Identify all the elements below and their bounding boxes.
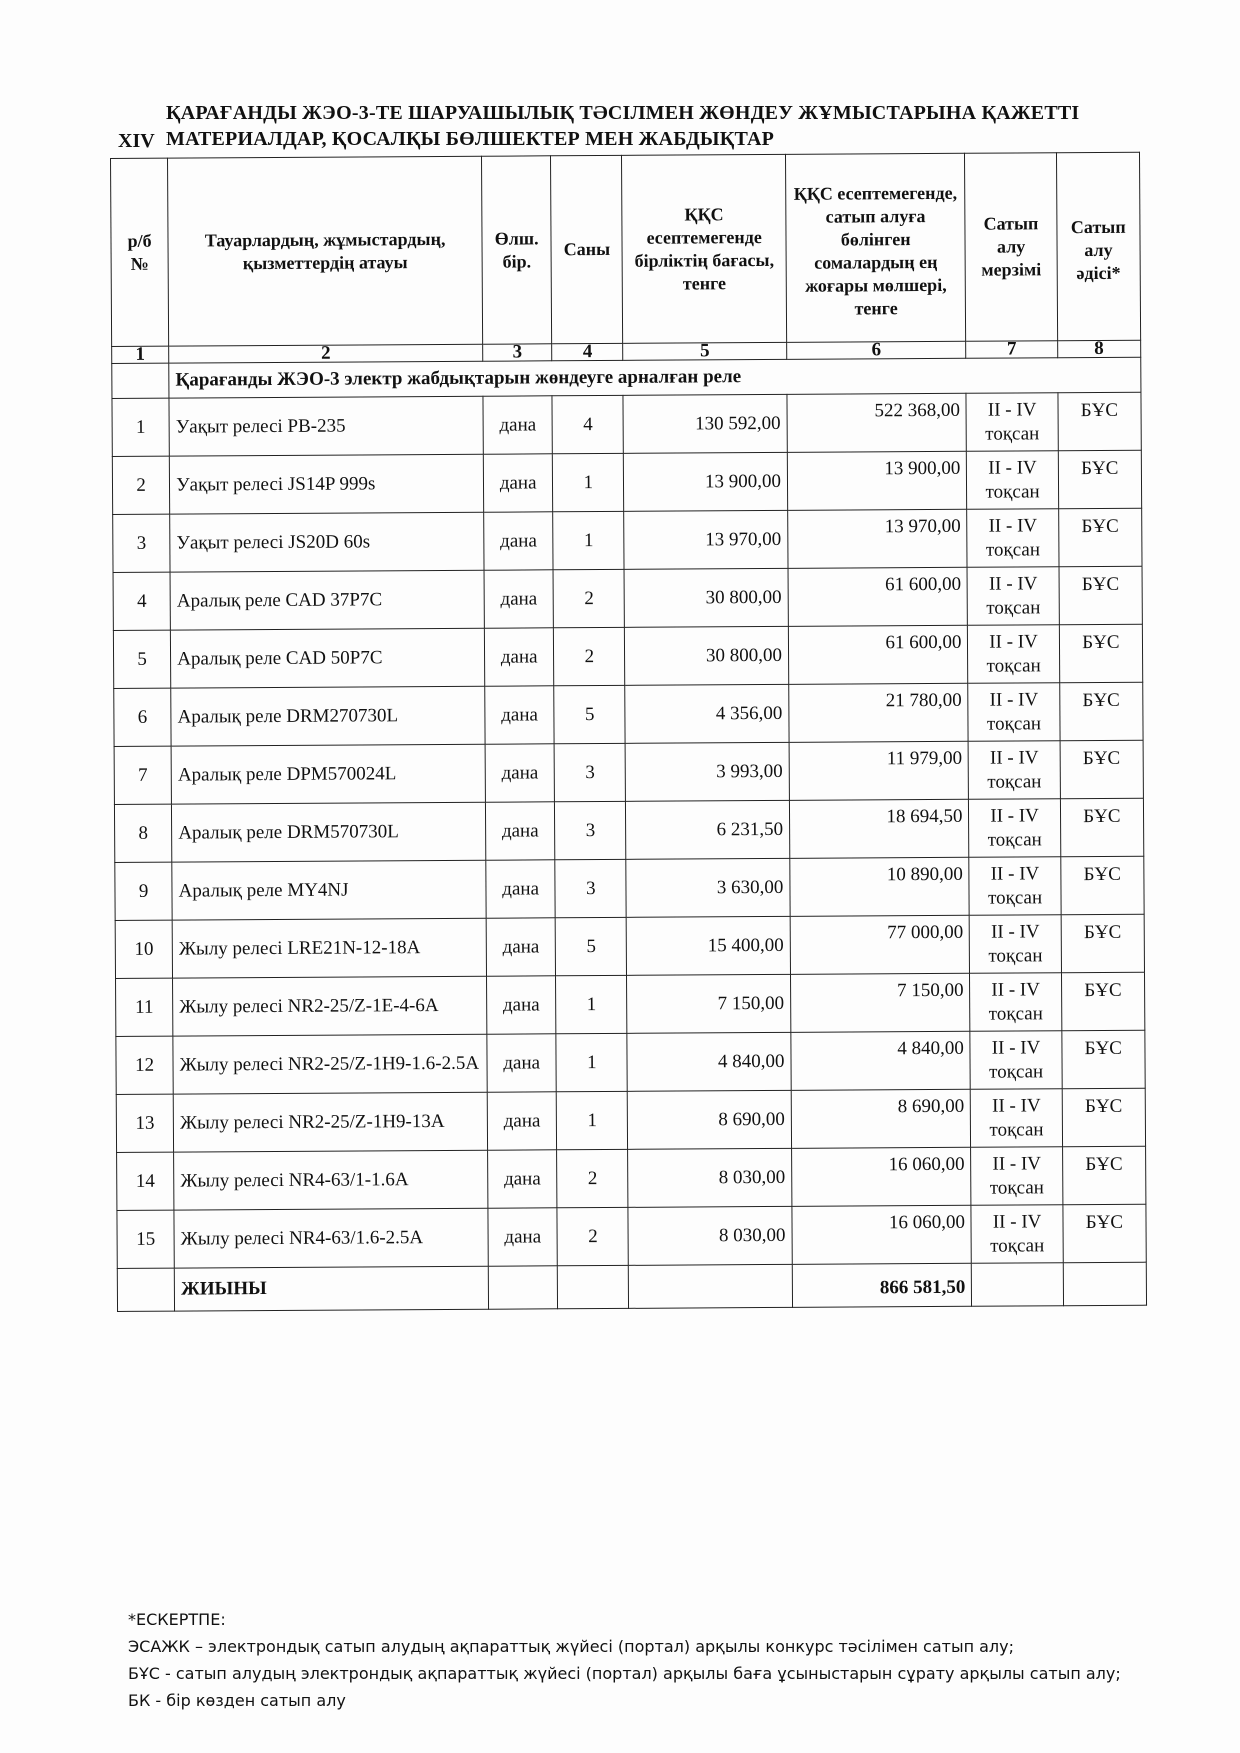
max-amount: 8 690,00 [791, 1089, 971, 1148]
footnote-line: БК - бір көзден сатып алу [128, 1691, 346, 1710]
term-quarters: II - IV [989, 630, 1038, 653]
table-row [113, 566, 1142, 630]
table-row [115, 856, 1144, 920]
max-amount: 4 840,00 [791, 1031, 971, 1090]
procurement-term [967, 567, 1059, 626]
max-amount: 13 900,00 [787, 451, 967, 510]
unit-price: 4 840,00 [627, 1032, 791, 1091]
column-number: 4 [552, 343, 623, 360]
unit-price: 30 800,00 [625, 626, 789, 685]
term-quarters: II - IV [990, 920, 1040, 943]
procurement-term [970, 915, 1062, 974]
unit: дана [485, 744, 555, 802]
unit-price: 4 356,00 [625, 684, 789, 743]
row-number: 10 [115, 920, 173, 978]
procurement-method: БҰС [1060, 740, 1144, 799]
term-unit: тоқсан [986, 654, 1041, 677]
row-number: 6 [114, 688, 172, 746]
quantity: 3 [555, 801, 627, 859]
procurement-method: БҰС [1058, 450, 1142, 509]
table-row [113, 624, 1142, 688]
term-unit: тоқсан [990, 1234, 1045, 1257]
term-quarters: II - IV [987, 398, 1037, 421]
total-row [117, 1262, 1146, 1311]
max-amount: 10 890,00 [790, 857, 970, 916]
term-quarters: II - IV [988, 514, 1038, 537]
row-number: 7 [114, 746, 172, 804]
unit-price: 30 800,00 [624, 568, 788, 627]
term-unit: тоқсан [985, 538, 1041, 561]
unit-price: 8 690,00 [628, 1090, 792, 1149]
table-row [112, 450, 1141, 514]
column-number: 3 [483, 344, 552, 361]
term-unit: тоқсан [988, 1002, 1043, 1025]
term-unit: тоқсан [989, 1060, 1044, 1083]
unit-price: 8 030,00 [628, 1206, 792, 1265]
table-row [115, 914, 1144, 978]
term-quarters: II - IV [991, 978, 1040, 1001]
item-name: Жылу релесі NR4-63/1.6-2.5A [174, 1208, 488, 1268]
header-cell: ҚҚС есептемегенде бірліктің бағасы, тенге [622, 154, 787, 343]
quantity: 2 [557, 1149, 629, 1207]
unit: дана [486, 802, 556, 860]
unit: дана [487, 976, 557, 1034]
procurement-method: БҰС [1062, 1030, 1146, 1089]
unit-price: 3 993,00 [626, 742, 790, 801]
row-number: 12 [116, 1036, 174, 1094]
column-number: 8 [1057, 340, 1140, 358]
item-name: Аралық реле MY4NJ [172, 860, 486, 920]
table-row [114, 798, 1143, 862]
header-cell: Сатып алу мерзімі [965, 153, 1057, 342]
unit-price: 8 030,00 [628, 1148, 792, 1207]
footnote [128, 1606, 1121, 1714]
table-row [116, 972, 1145, 1036]
row-number: 11 [116, 978, 174, 1036]
term-unit: тоқсан [987, 770, 1042, 793]
row-number: 14 [117, 1152, 175, 1210]
total-value: 866 581,50 [792, 1263, 972, 1307]
term-unit: тоқсан [985, 422, 1040, 445]
item-name: Уақыт релесі JS20D 60s [170, 512, 484, 572]
item-name: Аралық реле DRM570730L [172, 802, 486, 862]
table-row [112, 392, 1141, 456]
header-cell: р/б № [111, 158, 169, 346]
unit-price: 130 592,00 [623, 394, 787, 453]
max-amount: 7 150,00 [790, 973, 970, 1032]
term-quarters: II - IV [989, 688, 1039, 711]
row-number: 5 [113, 630, 171, 688]
quantity: 2 [554, 627, 626, 685]
unit: дана [486, 860, 556, 918]
unit-price: 13 900,00 [624, 452, 788, 511]
column-number: 5 [623, 342, 787, 360]
row-number: 9 [115, 862, 173, 920]
quantity: 1 [556, 1033, 628, 1091]
section-title: Қарағанды ЖЭО-3 электр жабдықтарын жөндеуге арналған реле [169, 357, 1141, 398]
unit-price: 6 231,50 [626, 800, 790, 859]
unit-price: 3 630,00 [626, 858, 790, 917]
procurement-term [969, 741, 1061, 800]
term-unit: тоқсан [986, 712, 1042, 735]
procurement-term [966, 393, 1058, 452]
procurement-method: БҰС [1060, 856, 1144, 915]
column-number: 7 [966, 341, 1057, 359]
row-number: 1 [112, 398, 170, 456]
procurement-method: БҰС [1058, 392, 1142, 451]
section-number: XIV [118, 130, 155, 152]
procurement-method: БҰС [1061, 972, 1145, 1031]
item-name: Жылу релесі NR4-63/1-1.6A [174, 1150, 488, 1210]
table-row [116, 1088, 1145, 1152]
term-quarters: II - IV [992, 1152, 1042, 1175]
procurement-term [971, 1089, 1063, 1148]
term-unit: тоқсан [986, 596, 1041, 619]
term-unit: тоқсан [987, 828, 1042, 851]
unit: дана [485, 686, 555, 744]
procurement-term [968, 625, 1060, 684]
quantity: 1 [556, 1091, 628, 1149]
item-name: Жылу релесі LRE21N-12-18A [172, 918, 486, 978]
unit-price: 15 400,00 [627, 916, 791, 975]
item-name: Аралық реле DRM270730L [171, 686, 485, 746]
max-amount: 61 600,00 [788, 567, 968, 626]
column-number: 2 [169, 344, 483, 363]
item-name: Уақыт релесі JS14P 999s [169, 454, 483, 514]
unit: дана [483, 396, 553, 454]
procurement-term [969, 857, 1061, 916]
unit: дана [483, 454, 553, 512]
term-unit: тоқсан [989, 1176, 1044, 1199]
quantity: 1 [553, 511, 625, 569]
procurement-method: БҰС [1060, 798, 1144, 857]
unit: дана [488, 1150, 558, 1208]
column-number: 1 [112, 346, 169, 363]
procurement-term [971, 1205, 1063, 1264]
quantity: 5 [555, 917, 627, 975]
footnote-line: ЭСАЖК – электрондық сатып алудың ақпараттық жүйесі (портал) арқылы конкурс тәсілімен сатып алу; [128, 1637, 1015, 1656]
max-amount: 16 060,00 [792, 1205, 972, 1264]
max-amount: 13 970,00 [788, 509, 968, 568]
unit-price: 7 150,00 [627, 974, 791, 1033]
item-name: Аралық реле CAD 50P7C [171, 628, 485, 688]
row-number: 8 [114, 804, 172, 862]
unit: дана [487, 1034, 557, 1092]
procurement-method: БҰС [1062, 1146, 1146, 1205]
term-unit: тоқсан [985, 480, 1040, 503]
procurement-method: БҰС [1059, 624, 1143, 683]
term-quarters: II - IV [990, 804, 1039, 827]
header-cell: ҚҚС есептемегенде, сатып алуға бөлінген сомалардың ең жоғары мөлшері, тенге [785, 153, 966, 342]
max-amount: 21 780,00 [789, 683, 969, 742]
quantity: 2 [553, 569, 625, 627]
quantity: 2 [557, 1207, 629, 1265]
term-quarters: II - IV [988, 456, 1037, 479]
heading-line-1: ҚАРАҒАНДЫ ЖЭО-3-ТЕ ШАРУАШЫЛЫҚ ТӘСІЛМЕН ЖӨНДЕУ ЖҰМЫСТАРЫНА ҚАЖЕТТІ [166, 102, 1080, 124]
unit: дана [488, 1208, 558, 1266]
unit: дана [484, 628, 554, 686]
max-amount: 77 000,00 [790, 915, 970, 974]
procurement-term [969, 799, 1061, 858]
procurement-term [967, 451, 1059, 510]
table-row [114, 740, 1143, 804]
footnote-line: БҰС - сатып алудың электрондық ақпараттық жүйесі (портал) арқылы баға ұсыныстарын сұрату арқылы сатып алу; [128, 1664, 1121, 1683]
row-number: 4 [113, 572, 171, 630]
row-number: 2 [112, 456, 170, 514]
header-cell: Тауарлардың, жұмыстардың, қызметтердің атауы [168, 156, 483, 346]
item-name: Аралық реле DPM570024L [171, 744, 485, 804]
term-quarters: II - IV [992, 1210, 1042, 1233]
materials-table [110, 152, 1147, 1312]
procurement-term [971, 1147, 1063, 1206]
table-row [113, 508, 1142, 572]
quantity: 5 [554, 685, 626, 743]
unit-price: 13 970,00 [624, 510, 788, 569]
quantity: 1 [553, 453, 625, 511]
item-name: Жылу релесі NR2-25/Z-1H9-1.6-2.5A [173, 1034, 487, 1094]
table-row [116, 1030, 1145, 1094]
row-number: 15 [117, 1210, 175, 1268]
max-amount: 16 060,00 [791, 1147, 971, 1206]
unit: дана [484, 570, 554, 628]
procurement-method: БҰС [1063, 1204, 1147, 1263]
quantity: 1 [556, 975, 628, 1033]
table-row [114, 682, 1143, 746]
heading-line-2: МАТЕРИАЛДАР, ҚОСАЛҚЫ БӨЛШЕКТЕР МЕН ЖАБДЫҚТАР [166, 128, 775, 150]
table-header-row [111, 152, 1141, 346]
row-number: 3 [113, 514, 171, 572]
footnote-title: *ЕСКЕРТПЕ: [128, 1610, 226, 1629]
total-label: ЖИЫНЫ [174, 1266, 488, 1311]
item-name: Жылу релесі NR2-25/Z-1E-4-6A [173, 976, 487, 1036]
max-amount: 11 979,00 [789, 741, 969, 800]
procurement-term [967, 509, 1059, 568]
max-amount: 522 368,00 [787, 393, 967, 452]
term-quarters: II - IV [992, 1094, 1041, 1117]
procurement-term [970, 1031, 1062, 1090]
max-amount: 61 600,00 [788, 625, 968, 684]
procurement-method: БҰС [1061, 914, 1145, 973]
procurement-method: БҰС [1059, 566, 1143, 625]
unit: дана [486, 918, 556, 976]
header-cell: Сатып алу әдісі* [1056, 152, 1140, 341]
item-name: Аралық реле CAD 37P7C [170, 570, 484, 630]
header-cell: Саны [551, 155, 623, 343]
term-quarters: II - IV [989, 746, 1039, 769]
term-unit: тоқсан [988, 886, 1043, 909]
procurement-method: БҰС [1059, 682, 1143, 741]
table-row [117, 1204, 1146, 1268]
procurement-method: БҰС [1062, 1088, 1146, 1147]
term-unit: тоқсан [988, 944, 1043, 967]
procurement-term [968, 683, 1060, 742]
column-number: 6 [787, 341, 967, 359]
term-quarters: II - IV [991, 1036, 1041, 1059]
quantity: 3 [555, 859, 627, 917]
quantity: 4 [552, 395, 624, 453]
header-cell: Өлш. бір. [482, 156, 552, 344]
row-number: 13 [116, 1094, 174, 1152]
term-quarters: II - IV [990, 862, 1040, 885]
unit: дана [487, 1092, 557, 1150]
item-name: Уақыт релесі РВ-235 [169, 396, 483, 456]
term-unit: тоқсан [989, 1118, 1044, 1141]
table-row [117, 1146, 1146, 1210]
item-name: Жылу релесі NR2-25/Z-1H9-13A [173, 1092, 487, 1152]
unit: дана [484, 512, 554, 570]
procurement-term [970, 973, 1062, 1032]
procurement-method: БҰС [1058, 508, 1142, 567]
term-quarters: II - IV [988, 572, 1038, 595]
max-amount: 18 694,50 [789, 799, 969, 858]
quantity: 3 [554, 743, 626, 801]
